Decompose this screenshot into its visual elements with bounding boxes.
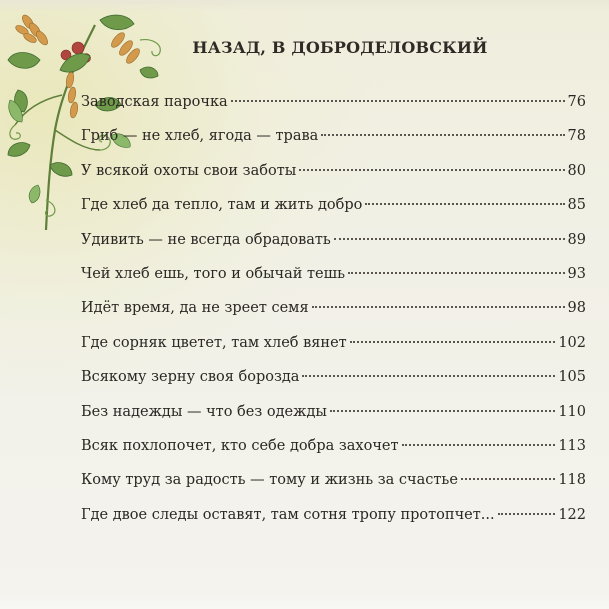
toc-entry-page: 98	[567, 300, 586, 317]
toc-entry-page: 85	[567, 197, 586, 214]
toc-entry-title: Где хлеб да тепло, там и жить добро	[81, 197, 363, 214]
toc-entry-title: Где сорняк цветет, там хлеб вянет	[81, 334, 347, 351]
toc-entry[interactable]	[81, 161, 586, 195]
dot-leader	[461, 477, 555, 480]
toc-entry[interactable]	[81, 505, 586, 539]
toc-entry-page: 76	[567, 94, 586, 110]
toc-entry-page: 78	[567, 128, 586, 145]
toc-entry-title: Заводская парочка	[81, 94, 228, 110]
dot-leader	[350, 340, 556, 343]
toc-entry-title: Гриб — не хлеб, ягода — трава	[81, 128, 319, 145]
toc-entry-title: Кому труд за радость — тому и жизнь за счастье	[81, 472, 458, 489]
toc-entry-title: Идёт время, да не зреет семя	[81, 300, 309, 317]
toc-entry-title: Всяк похлопочет, кто себе добра захочет	[81, 437, 399, 454]
dot-leader	[299, 168, 564, 171]
toc-entry-page: 93	[567, 265, 586, 282]
toc-entry-page: 105	[558, 369, 586, 386]
toc-entry-page: 102	[558, 334, 586, 351]
dot-leader	[348, 271, 565, 274]
dot-leader	[402, 443, 556, 446]
toc-entry[interactable]	[81, 333, 586, 367]
dot-leader	[498, 512, 556, 515]
toc-entry-title: Где двое следы оставят, там сотня тропу протопчет...	[81, 506, 495, 523]
toc-entry[interactable]	[81, 264, 586, 298]
toc-entry-title: Без надежды — что без одежды	[81, 403, 327, 420]
dot-leader	[334, 237, 565, 240]
toc-entry[interactable]	[81, 230, 586, 264]
dot-leader	[330, 409, 555, 412]
toc-entry-page: 89	[567, 231, 586, 248]
toc-entry-title: Удивить — не всегда обрадовать	[81, 231, 331, 248]
dot-leader	[312, 305, 565, 308]
toc-entry-page: 122	[558, 506, 586, 523]
toc-entry[interactable]	[81, 298, 586, 332]
section-title: НАЗАД, В ДОБРОДЕЛОВСКИЙ	[192, 38, 488, 57]
toc-entry-title: У всякой охоты свои заботы	[81, 162, 297, 179]
toc-entry[interactable]	[81, 92, 586, 126]
toc-entry[interactable]	[81, 195, 586, 229]
toc-entry[interactable]	[81, 402, 586, 436]
toc-entry[interactable]	[81, 126, 586, 160]
toc-entry[interactable]	[81, 470, 586, 504]
toc-entry-title: Чей хлеб ешь, того и обычай тешь	[81, 265, 345, 282]
toc-entry-title: Всякому зерну своя борозда	[81, 369, 300, 386]
table-of-contents	[81, 92, 586, 539]
toc-entry[interactable]	[81, 367, 586, 401]
toc-entry-page: 110	[558, 403, 586, 420]
dot-leader	[231, 99, 565, 102]
dot-leader	[302, 374, 555, 377]
toc-entry-page: 118	[558, 472, 586, 489]
toc-entry[interactable]	[81, 436, 586, 470]
scan-edge-bottom	[0, 591, 609, 609]
dot-leader	[365, 202, 564, 205]
toc-entry-page: 113	[558, 437, 586, 454]
toc-entry-page: 80	[567, 162, 586, 179]
dot-leader	[321, 133, 564, 136]
